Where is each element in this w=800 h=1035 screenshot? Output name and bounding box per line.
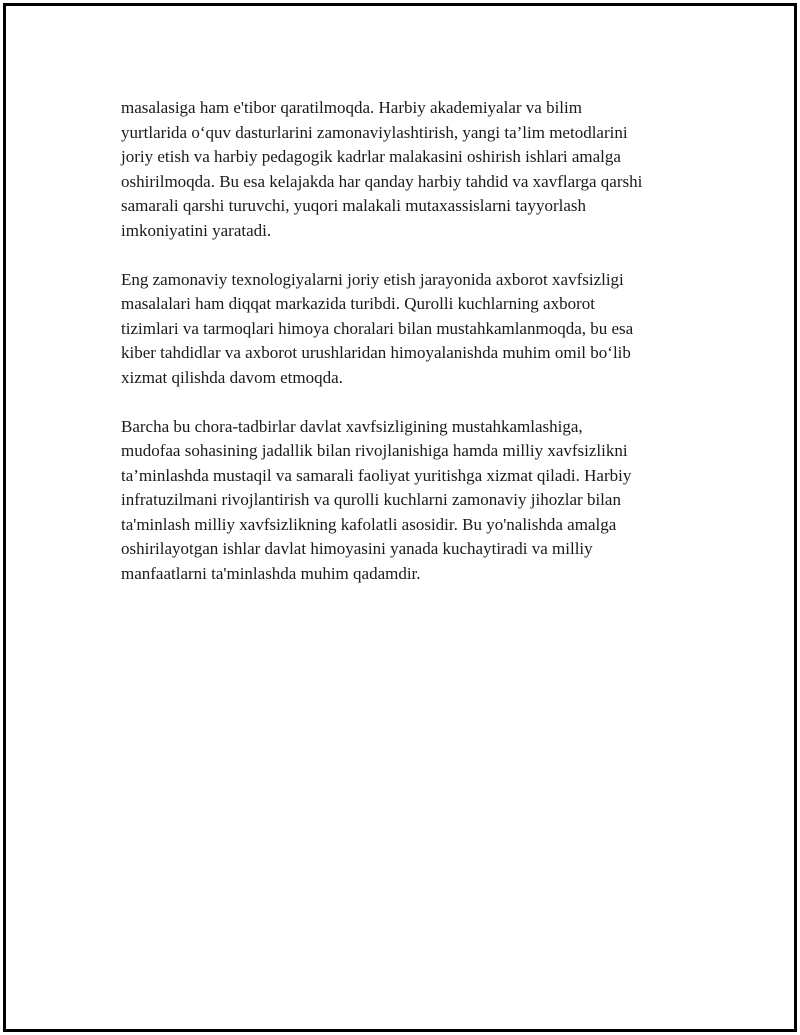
text-line: oshirilayotgan ishlar davlat himoyasini yanada kuchaytiradi va milliy <box>121 539 593 558</box>
text-line: xizmat qilishda davom etmoqda. <box>121 367 343 387</box>
text-line: samarali qarshi turuvchi, yuqori malakali mutaxassislarni tayyorlash <box>121 196 587 215</box>
text-line: kiber tahdidlar va axborot urushlaridan himoyalanishda muhim omil bo‘lib <box>121 343 631 362</box>
text-line: Eng zamonaviy texnologiyalarni joriy etish jarayonida axborot xavfsizligi <box>121 269 624 289</box>
text-line: imkoniyatini yaratadi. <box>121 220 272 240</box>
text-line: oshirilmoqda. Bu esa kelajakda har qanday harbiy tahdid va xavflarga qarshi <box>121 171 643 191</box>
page-frame <box>3 3 797 1032</box>
text-line: masalasiga ham e'tibor qaratilmoqda. Harbiy akademiyalar va bilim <box>121 98 582 117</box>
text-line: infratuzilmani rivojlantirish va qurolli kuchlarni zamonaviy jihozlar bilan <box>121 490 621 509</box>
text-line: masalalari ham diqqat markazida turibdi. Qurolli kuchlarning axborot <box>121 294 595 313</box>
text-line: manfaatlarni ta'minlashda muhim qadamdir. <box>121 563 421 583</box>
text-line: yurtlarida o‘quv dasturlarini zamonaviylashtirish, yangi ta’lim metodlarini <box>121 122 628 142</box>
paragraph-1 <box>121 96 701 243</box>
text-line: joriy etish va harbiy pedagogik kadrlar malakasini oshirish ishlari amalga <box>121 147 621 166</box>
document-body <box>121 96 701 611</box>
paragraph-3 <box>121 415 701 587</box>
text-line: ta'minlash milliy xavfsizlikning kafolatli asosidir. Bu yo'nalishda amalga <box>121 514 617 534</box>
text-line: ta’minlashda mustaqil va samarali faoliyat yuritishga xizmat qiladi. Harbiy <box>121 465 632 485</box>
text-line: tizimlari va tarmoqlari himoya choralari bilan mustahkamlanmoqda, bu esa <box>121 318 634 338</box>
paragraph-2 <box>121 268 701 391</box>
text-line: Barcha bu chora-tadbirlar davlat xavfsizligining mustahkamlashiga, <box>121 416 583 436</box>
text-line: mudofaa sohasining jadallik bilan rivojlanishiga hamda milliy xavfsizlikni <box>121 441 628 460</box>
